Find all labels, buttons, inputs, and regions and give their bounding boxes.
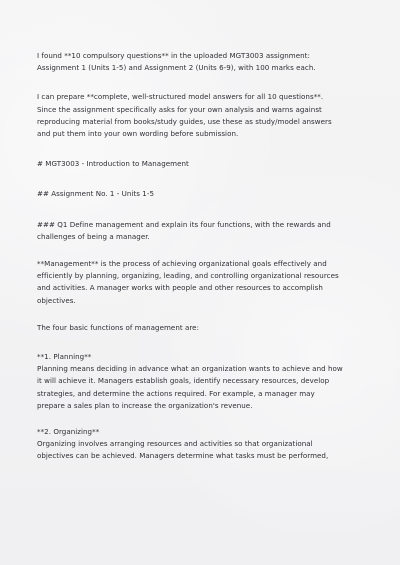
- preparation-line-3: reproducing material from books/study guides, use these as study/model answers: [37, 116, 332, 126]
- definition-line-4: objectives.: [37, 295, 76, 305]
- planning-title: **1. Planning**: [37, 352, 92, 362]
- preparation-line-1: I can prepare **complete, well-structured model answers for all 10 questions**.: [37, 92, 324, 102]
- preparation-paragraph: [37, 91, 366, 140]
- course-heading-text: # MGT3003 - Introduction to Management: [37, 159, 189, 169]
- organizing-title: **2. Organizing**: [37, 427, 100, 437]
- preparation-line-4: and put them into your own wording before submission.: [37, 129, 239, 139]
- organizing-line-2: objectives can be achieved. Managers determine what tasks must be performed,: [37, 451, 329, 461]
- planning-line-4: prepare a sales plan to increase the organization's revenue.: [37, 400, 253, 410]
- question-line-2: challenges of being a manager.: [37, 231, 150, 241]
- definition-line-1: **Management** is the process of achieving organizational goals effectively and: [37, 259, 327, 269]
- definition-paragraph: [37, 258, 366, 307]
- planning-line-1: Planning means deciding in advance what an organization wants to achieve and how: [37, 364, 343, 374]
- question-line-1: ### Q1 Define management and explain its four functions, with the rewards and: [37, 219, 331, 229]
- intro-line-1: I found **10 compulsory questions** in the uploaded MGT3003 assignment:: [37, 51, 310, 60]
- functions-intro: [37, 322, 366, 334]
- definition-line-3: and activities. A manager works with people and other resources to accomplish: [37, 283, 323, 293]
- assignment-heading-text: ## Assignment No. 1 - Units 1-5: [37, 189, 154, 199]
- planning-line-2: it will achieve it. Managers establish goals, identify necessary resources, develop: [37, 376, 330, 386]
- intro-line-2: Assignment 1 (Units 1-5) and Assignment 2 (Units 6-9), with 100 marks each.: [37, 63, 316, 73]
- planning-section: [37, 351, 366, 412]
- intro-paragraph: [37, 50, 366, 74]
- definition-line-2: efficiently by planning, organizing, leading, and controlling organizational resources: [37, 271, 339, 281]
- organizing-section: [37, 426, 366, 463]
- assignment-heading: [37, 188, 366, 200]
- course-heading: [37, 158, 366, 170]
- preparation-line-2: Since the assignment specifically asks for your own analysis and warns against: [37, 104, 322, 114]
- planning-line-3: strategies, and determine the actions required. For example, a manager may: [37, 388, 315, 398]
- question-heading: [37, 219, 366, 243]
- functions-intro-text: The four basic functions of management are:: [37, 322, 200, 332]
- organizing-line-1: Organizing involves arranging resources and activities so that organizational: [37, 439, 313, 449]
